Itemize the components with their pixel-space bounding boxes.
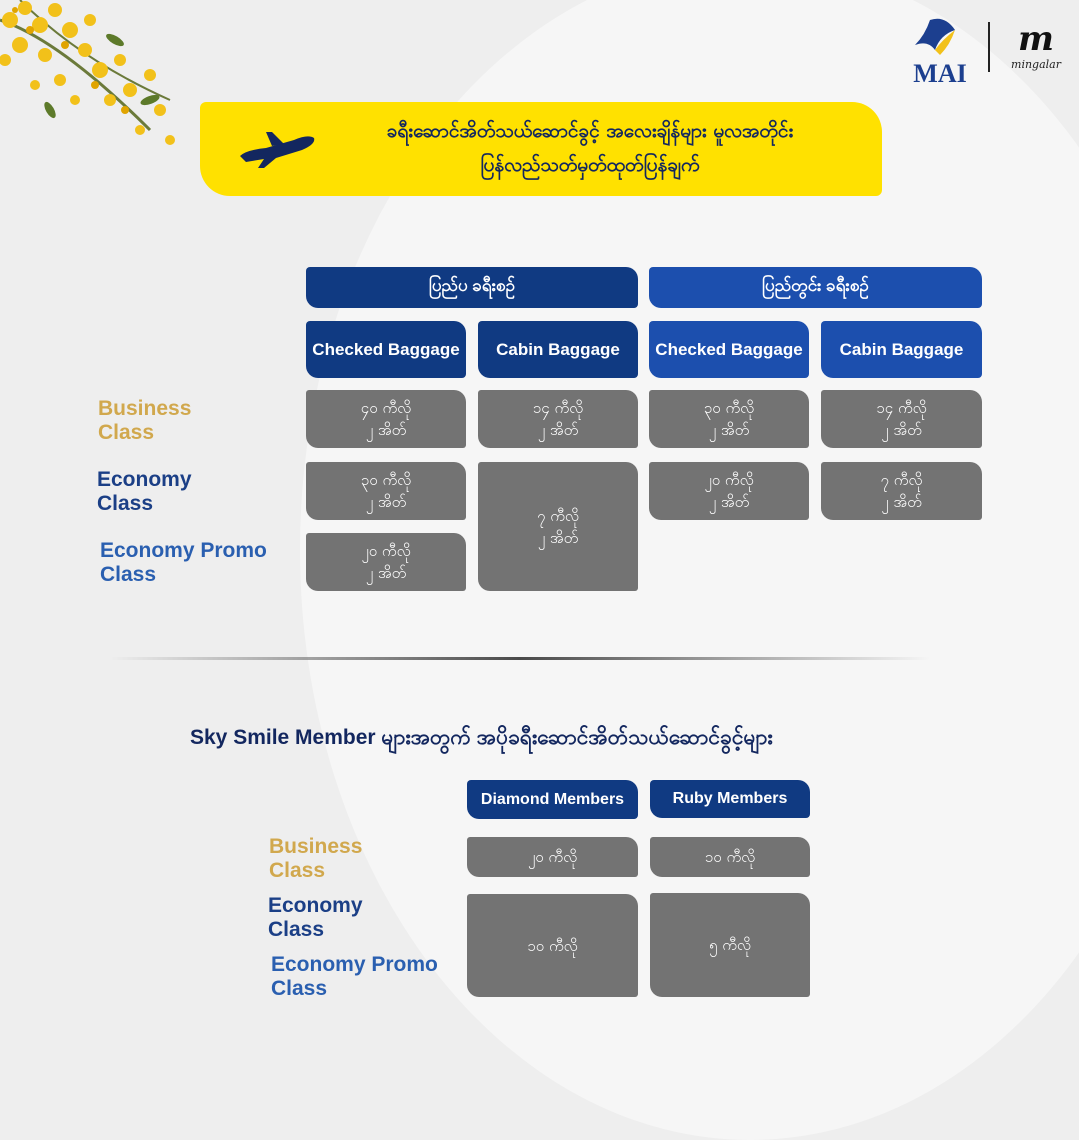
cell-business-dom-checked bbox=[649, 390, 809, 448]
cell-economy-dom-cabin bbox=[821, 462, 982, 520]
cell-weight: ၇ ကီလို bbox=[537, 506, 579, 525]
international-trip-header: ပြည်ပ ခရီးစဉ် bbox=[306, 267, 638, 308]
cell-pieces: ၂ အိတ် bbox=[881, 421, 922, 439]
cell-pieces: ၂ အိတ် bbox=[708, 493, 750, 511]
mingalar-logo-text: mingalar bbox=[1011, 58, 1061, 71]
cell-economy-intl-cabin bbox=[478, 462, 638, 591]
logo-divider bbox=[988, 22, 990, 72]
announcement-banner bbox=[200, 102, 882, 196]
flower-decoration bbox=[0, 0, 190, 190]
mingalar-logo bbox=[996, 14, 1076, 74]
domestic-trip-header: ပြည်တွင်း ခရီးစဉ် bbox=[649, 267, 982, 308]
cell-economy-intl-checked bbox=[306, 462, 466, 520]
cell-weight: ၄၀ ကီလို bbox=[360, 399, 412, 417]
cell-pieces: ၂ အိတ် bbox=[365, 421, 407, 439]
row-label-business: Business Class bbox=[98, 397, 192, 444]
cell-weight: ၃၀ ကီလို bbox=[360, 471, 412, 489]
cell-pieces: ၂ အိတ် bbox=[365, 493, 407, 511]
cell-weight: ၃၀ ကီလို bbox=[703, 399, 755, 417]
intl-checked-baggage-header: Checked Baggage bbox=[306, 321, 466, 378]
cell-pieces: ၂ အိတ် bbox=[881, 493, 922, 511]
sky-cell-economy-diamond bbox=[467, 894, 638, 997]
dom-cabin-baggage-header: Cabin Baggage bbox=[821, 321, 982, 378]
banner-text bbox=[320, 114, 860, 182]
row-label-economy-promo: Economy Promo Class bbox=[100, 539, 267, 586]
cell-weight: ၁၀ ကီလို bbox=[704, 848, 756, 866]
cell-weight: ၁၀ ကီလို bbox=[527, 936, 578, 955]
banner-line-1: ခရီးဆောင်အိတ်သယ်ဆောင်ခွင့် အလေးချိန်များ မူလအတိုင်း bbox=[386, 120, 794, 142]
cell-pieces: ၂ အိတ် bbox=[537, 528, 579, 547]
mai-logo bbox=[900, 10, 980, 86]
sky-smile-title: Sky Smile Member များအတွက် အပိုခရီးဆောင်အိတ်သယ်ဆောင်ခွင့်များ bbox=[190, 726, 773, 749]
cell-weight: ၂၀ ကီလို bbox=[704, 471, 754, 489]
dom-checked-baggage-header: Checked Baggage bbox=[649, 321, 809, 378]
row-label-economy: Economy Class bbox=[97, 468, 192, 515]
ruby-members-header: Ruby Members bbox=[650, 780, 810, 818]
cell-promo-intl-checked bbox=[306, 533, 466, 591]
sky-cell-economy-ruby bbox=[650, 893, 810, 997]
section-divider bbox=[110, 657, 930, 660]
cell-weight: ၁၄ ကီလို bbox=[532, 399, 584, 417]
cell-pieces: ၂ အိတ် bbox=[708, 421, 750, 439]
sky-row-label-business: Business Class bbox=[269, 835, 363, 882]
diamond-members-header: Diamond Members bbox=[467, 780, 638, 819]
cell-weight: ၂၀ ကီလို bbox=[361, 542, 411, 560]
intl-cabin-baggage-header: Cabin Baggage bbox=[478, 321, 638, 378]
cell-weight: ၅ ကီလို bbox=[709, 936, 751, 954]
svg-text:m: m bbox=[1018, 19, 1054, 59]
cell-business-dom-cabin bbox=[821, 390, 982, 448]
airplane-icon bbox=[236, 126, 318, 170]
sky-row-label-economy-promo: Economy Promo Class bbox=[271, 953, 438, 1000]
cell-business-intl-cabin bbox=[478, 390, 638, 448]
cell-business-intl-checked bbox=[306, 390, 466, 448]
cell-economy-dom-checked bbox=[649, 462, 809, 520]
mai-logo-text: MAI bbox=[913, 59, 967, 86]
cell-pieces: ၂ အိတ် bbox=[365, 564, 407, 582]
sky-cell-business-diamond bbox=[467, 837, 638, 877]
cell-weight: ၇ ကီလို bbox=[880, 471, 923, 489]
cell-weight: ၁၄ ကီလို bbox=[876, 399, 927, 417]
cell-pieces: ၂ အိတ် bbox=[537, 421, 579, 439]
cell-weight: ၂၀ ကီလို bbox=[527, 848, 578, 866]
sky-row-label-economy: Economy Class bbox=[268, 894, 363, 941]
banner-line-2: ပြန်လည်သတ်မှတ်ထုတ်ပြန်ချက် bbox=[480, 154, 700, 176]
sky-cell-business-ruby bbox=[650, 837, 810, 877]
